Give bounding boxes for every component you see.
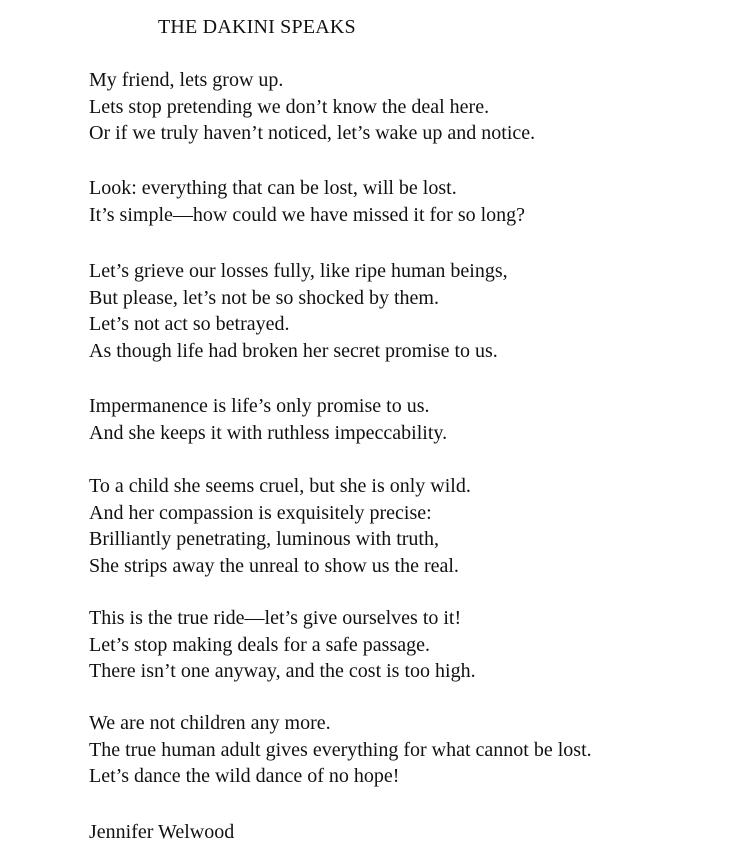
poem-line: And her compassion is exquisitely precise: xyxy=(89,501,432,524)
poem-line: Impermanence is life’s only promise to us. xyxy=(89,395,430,417)
stanza-2 xyxy=(89,175,525,228)
stanza-3 xyxy=(89,258,508,364)
stanza-4 xyxy=(89,393,447,446)
stanza-7 xyxy=(89,710,592,790)
poem-title: THE DAKINI SPEAKS xyxy=(158,16,356,38)
poem-line: The true human adult gives everything for what cannot be lost. xyxy=(89,738,592,761)
poem-author: Jennifer Welwood xyxy=(89,821,235,843)
poem-line: But please, let’s not be so shocked by them. xyxy=(89,286,439,309)
poem-line: Lets stop pretending we don’t know the deal here. xyxy=(89,95,490,118)
stanza-6 xyxy=(89,605,476,685)
poem-line: Look: everything that can be lost, will be lost. xyxy=(89,177,457,199)
poem-line: Or if we truly haven’t noticed, let’s wake up and notice. xyxy=(89,122,536,145)
poem-line: And she keeps it with ruthless impeccability. xyxy=(89,421,448,444)
poem-line: Let’s stop making deals for a safe passage. xyxy=(89,633,431,656)
poem-line: My friend, lets grow up. xyxy=(89,69,284,91)
poem-line: Let’s dance the wild dance of no hope! xyxy=(89,765,400,788)
poem-line: There isn’t one anyway, and the cost is too high. xyxy=(89,660,476,683)
poem-line: We are not children any more. xyxy=(89,712,331,734)
stanza-1 xyxy=(89,67,535,147)
poem-line: She strips away the unreal to show us the real. xyxy=(89,554,459,577)
poem-line: Let’s not act so betrayed. xyxy=(89,313,290,336)
stanza-5 xyxy=(89,473,471,579)
poem-line: Let’s grieve our losses fully, like ripe human beings, xyxy=(89,260,508,282)
poem-line: Brilliantly penetrating, luminous with truth, xyxy=(89,528,439,551)
poem-line: This is the true ride—let’s give ourselves to it! xyxy=(89,607,462,629)
poem-line: To a child she seems cruel, but she is only wild. xyxy=(89,475,471,497)
poem-line: As though life had broken her secret promise to us. xyxy=(89,339,498,362)
poem-line: It’s simple—how could we have missed it for so long? xyxy=(89,203,526,226)
